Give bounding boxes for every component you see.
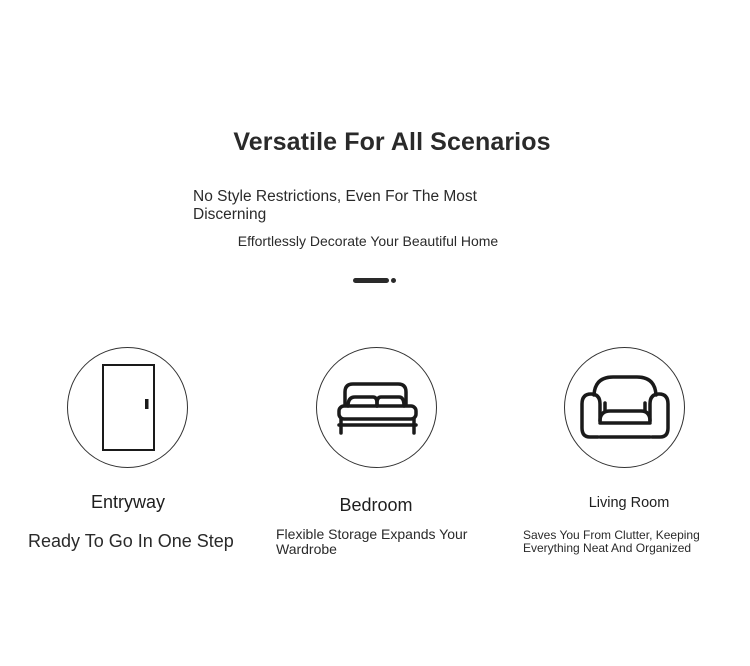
scenario-desc-living-room: Saves You From Clutter, Keeping Everything Neat And Organized bbox=[523, 528, 700, 555]
living-room-icon-circle bbox=[564, 347, 685, 468]
entryway-icon-circle bbox=[67, 347, 188, 468]
carousel-indicator-active[interactable] bbox=[353, 278, 389, 283]
section-tagline: Effortlessly Decorate Your Beautiful Home bbox=[237, 233, 499, 249]
carousel-indicator-dot[interactable] bbox=[391, 278, 396, 283]
section-title: Versatile For All Scenarios bbox=[233, 128, 551, 156]
bedroom-icon-circle bbox=[316, 347, 437, 468]
scenario-label-entryway: Entryway bbox=[90, 492, 166, 512]
door-icon bbox=[68, 348, 187, 467]
sofa-icon bbox=[565, 348, 684, 467]
bed-icon bbox=[317, 348, 436, 467]
scenario-label-bedroom: Bedroom bbox=[339, 495, 413, 515]
scenario-label-living-room: Living Room bbox=[588, 495, 670, 511]
scenario-desc-bedroom: Flexible Storage Expands Your Wardrobe bbox=[276, 526, 468, 557]
scenario-desc-entryway: Ready To Go In One Step bbox=[28, 531, 234, 551]
section-subtitle: No Style Restrictions, Even For The Most Discerning bbox=[193, 188, 477, 223]
